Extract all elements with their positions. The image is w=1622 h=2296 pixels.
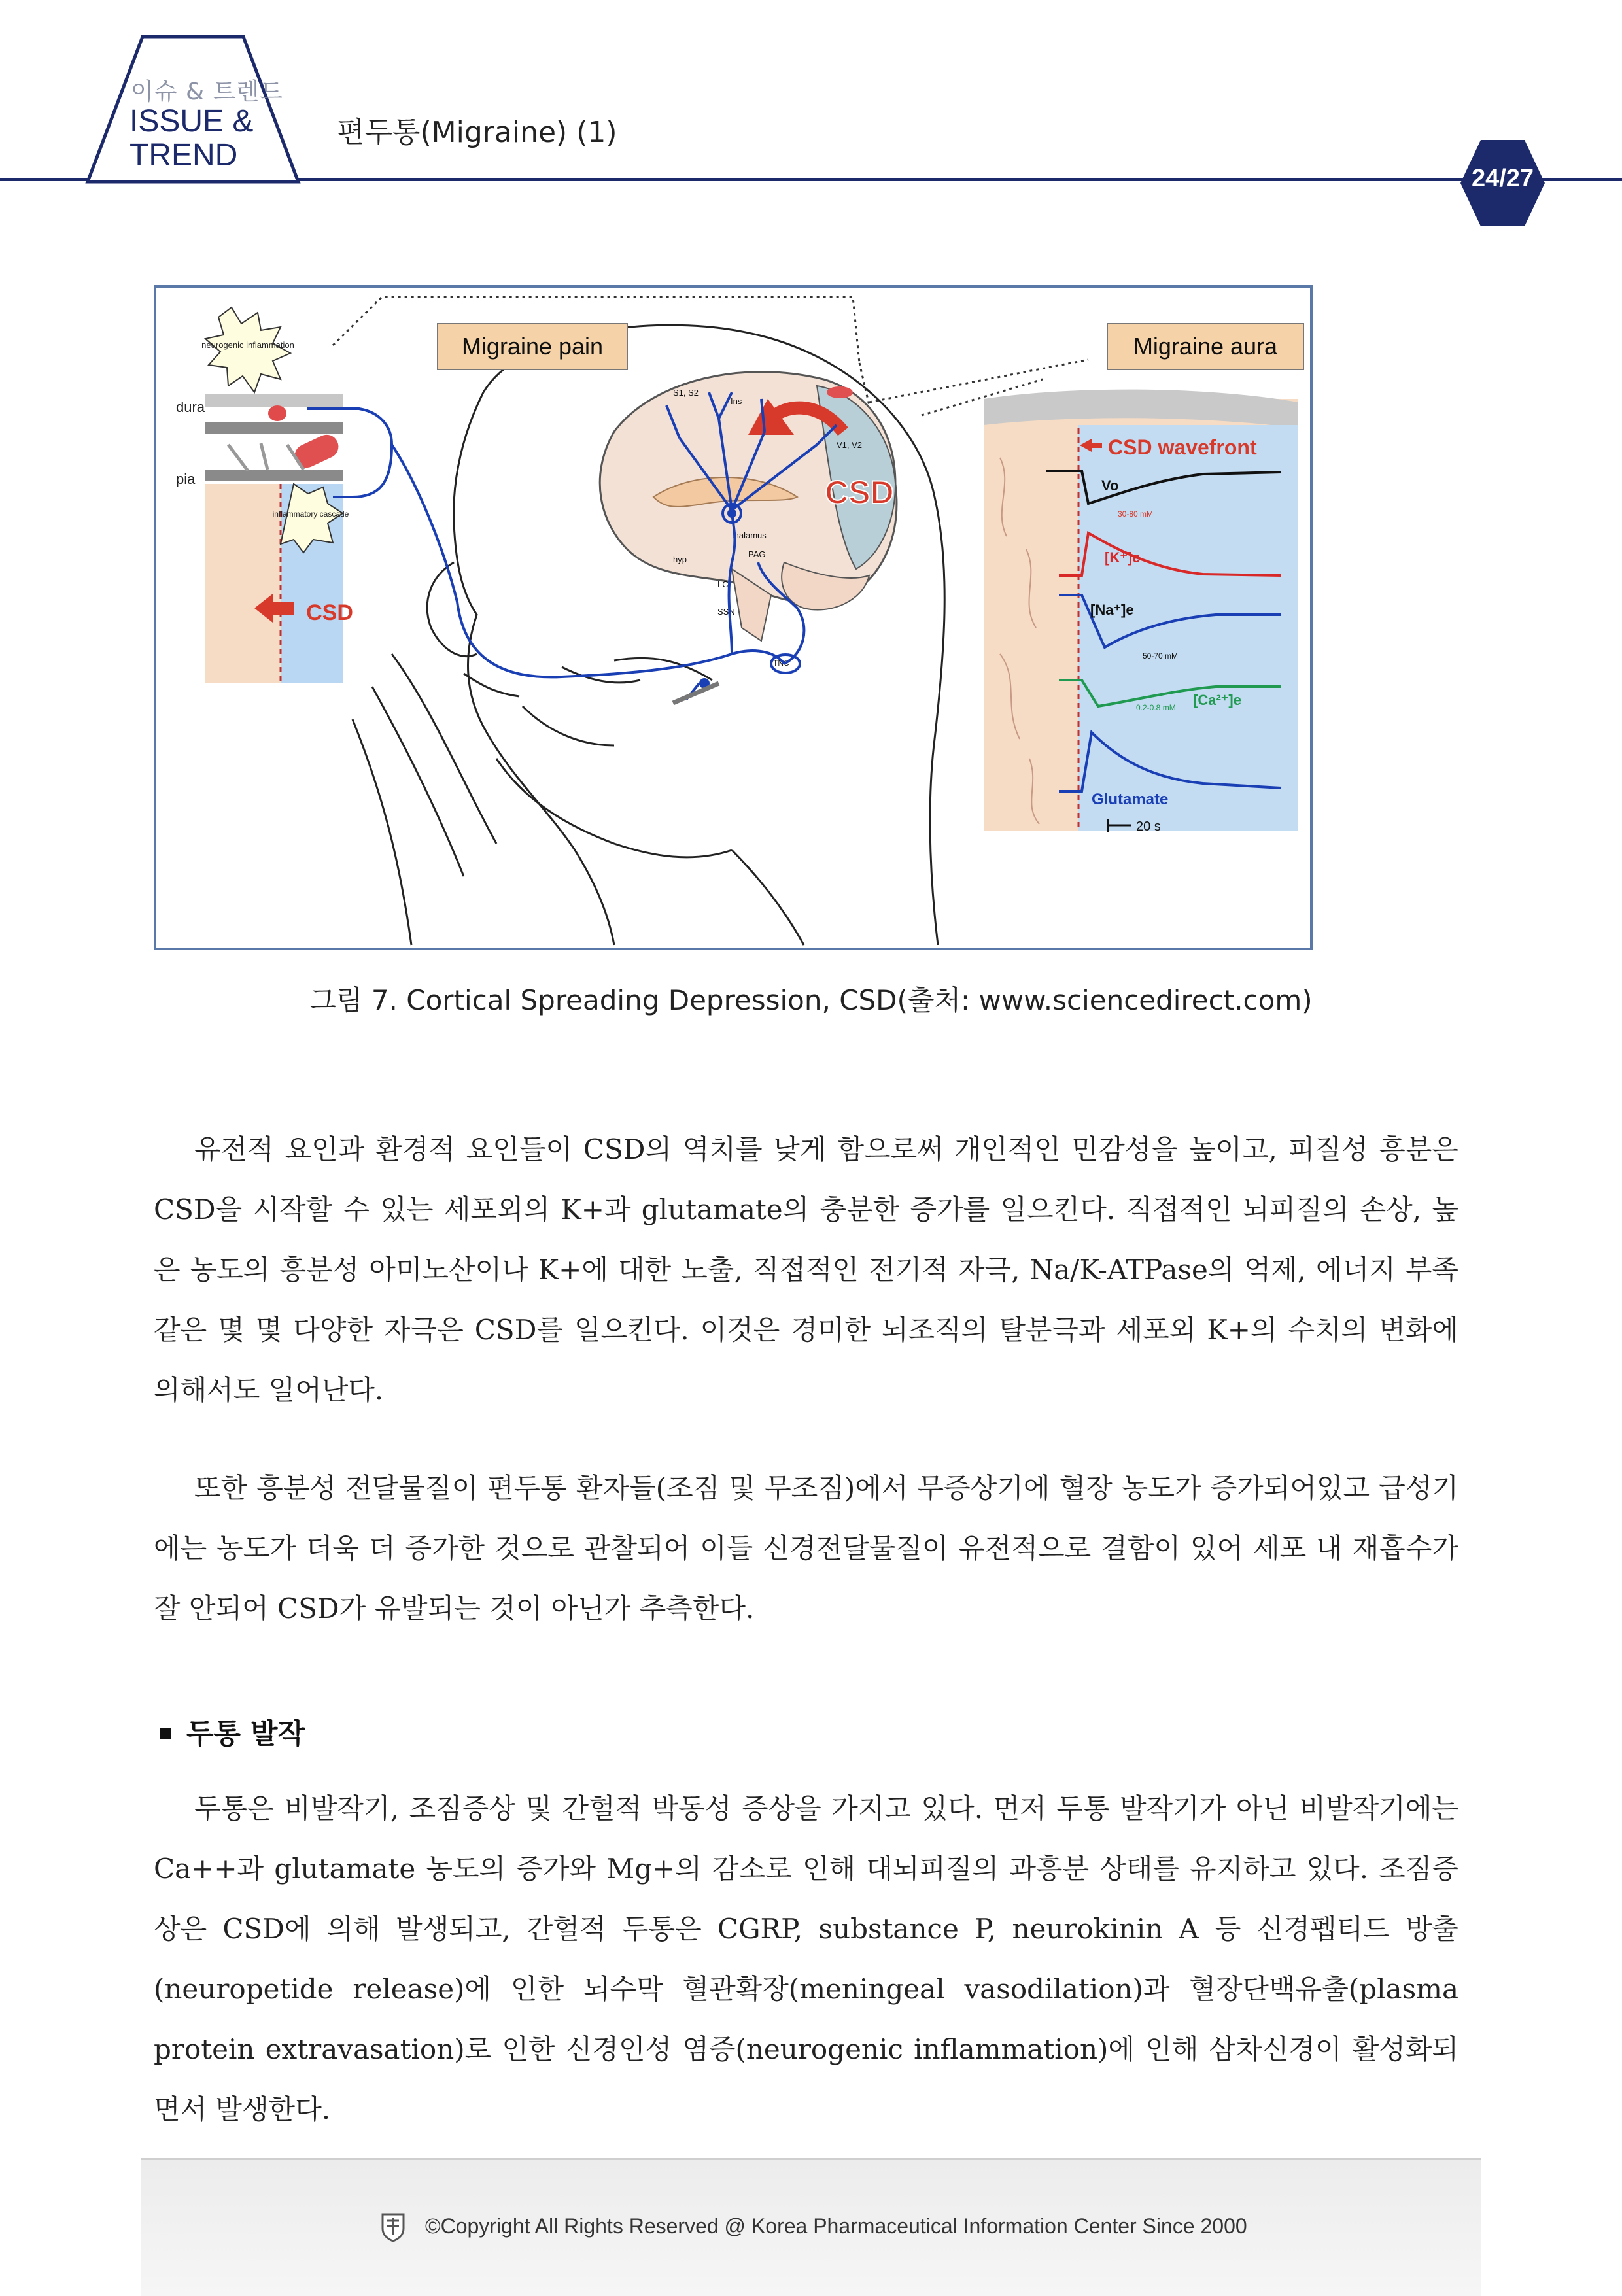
- badge-title: [129, 105, 253, 173]
- lc-label: LC: [717, 579, 729, 589]
- figure-caption: 그림 7. Cortical Spreading Depression, CSD(출처: www.sciencedirect.com): [309, 984, 1313, 1016]
- tnc-label: TNC: [773, 659, 789, 668]
- copyright-text: ©Copyright All Rights Reserved @ Korea Pharmaceutical Information Center Since 2000: [425, 2214, 1247, 2238]
- wavefront-label: CSD wavefront: [1108, 436, 1257, 459]
- migraine-aura-label: Migraine aura: [1133, 333, 1278, 360]
- ca-label: [Ca²⁺]e: [1193, 692, 1241, 708]
- na-label: [Na⁺]e: [1090, 602, 1134, 618]
- migraine-pain-label: Migraine pain: [461, 333, 604, 360]
- badge-title-line2: TREND: [129, 138, 238, 173]
- brain-illustration: [600, 372, 897, 668]
- v1v2-label: V1, V2: [837, 440, 863, 450]
- csd-left-label: CSD: [306, 600, 353, 625]
- vo-label: Vo: [1101, 477, 1119, 494]
- csd-figure: [154, 285, 1313, 950]
- csd-illustration: [156, 288, 1310, 948]
- badge-subtitle: 이슈 & 트렌드: [131, 78, 283, 105]
- pag-label: PAG: [748, 549, 766, 559]
- scale-label: 20 s: [1136, 819, 1161, 834]
- ins-label: Ins: [731, 396, 742, 406]
- ca-range-label: 0.2-0.8 mM: [1136, 703, 1176, 712]
- dura-label: dura: [176, 399, 205, 415]
- ssn-label: SSN: [717, 607, 735, 617]
- csd-brain-label: CSD: [825, 474, 894, 511]
- section-heading: [160, 1712, 305, 1752]
- neurogenic-label: neurogenic inflammation: [201, 340, 294, 350]
- paragraph-2: 또한 흥분성 전달물질이 편두통 환자들(조짐 및 무조짐)에서 무증상기에 혈장 농도가 증가되어있고 급성기에는 농도가 더욱 더 증가한 것으로 관찰되어 이들 신경전달물질이 유전적으로 결함이 있어 세포 내 재흡수가 잘 안되어 CSD가 유발되는 것이 아닌가 추측한다.: [154, 1472, 1458, 1624]
- hyp-label: hyp: [673, 555, 687, 564]
- thalamus-label: thalamus: [732, 530, 767, 540]
- k-label: [K⁺]e: [1105, 549, 1141, 566]
- s1s2-label: S1, S2: [673, 388, 699, 398]
- page-number: 24/27: [1471, 165, 1534, 192]
- document-title: 편두통(Migraine) (1): [337, 116, 617, 149]
- section-heading-text: 두통 발작: [186, 1718, 305, 1751]
- aura-trace-inset: [984, 390, 1298, 834]
- paragraph-3: 두통은 비발작기, 조짐증상 및 간헐적 박동성 증상을 가지고 있다. 먼저 두통 발작기가 아닌 비발작기에는 Ca++과 glutamate 농도의 증가와 Mg+의 감소로 인해 대뇌피질의 과흥분 상태를 유지하고 있다. 조짐증상은 CSD에 의해 발생되고, 간헐적 두통은 CGRP, substance P, neurokinin A 등 신경펩티드 방출(neuropetide release)에 인한 뇌수막 혈관확장(meningeal vasodilation)과 혈장단백유출(plasma protein extravasation)로 인한 신경인성 염증(neurogenic inflammation)에 인해 삼차신경이 활성화되면서 발생한다.: [154, 1792, 1458, 2125]
- badge-title-line1: ISSUE &: [129, 104, 254, 139]
- pia-label: pia: [176, 471, 196, 487]
- meninges-inset: [176, 307, 353, 683]
- inflammatory-label: inflammatory cascade: [272, 509, 349, 519]
- kpic-logo-icon: [381, 2212, 406, 2242]
- na-range-label: 50-70 mM: [1143, 651, 1179, 660]
- paragraph-1: 유전적 요인과 환경적 요인들이 CSD의 역치를 낮게 함으로써 개인적인 민감성을 높이고, 피질성 흥분은 CSD을 시작할 수 있는 세포외의 K+과 glutamate의 충분한 증가를 일으킨다. 직접적인 뇌피질의 손상, 높은 농도의 흥분성 아미노산이나 K+에 대한 노출, 직접적인 전기적 자극, Na/K-ATPase의 억제, 에너지 부족 같은 몇 몇 다양한 자극은 CSD를 일으킨다. 이것은 경미한 뇌조직의 탈분극과 세포외 K+의 수치의 변화에 의해서도 일어난다.: [154, 1133, 1458, 1406]
- glutamate-label: Glutamate: [1092, 791, 1169, 808]
- k-range-label: 30-80 mM: [1118, 509, 1154, 519]
- bullet-icon: [160, 1728, 171, 1739]
